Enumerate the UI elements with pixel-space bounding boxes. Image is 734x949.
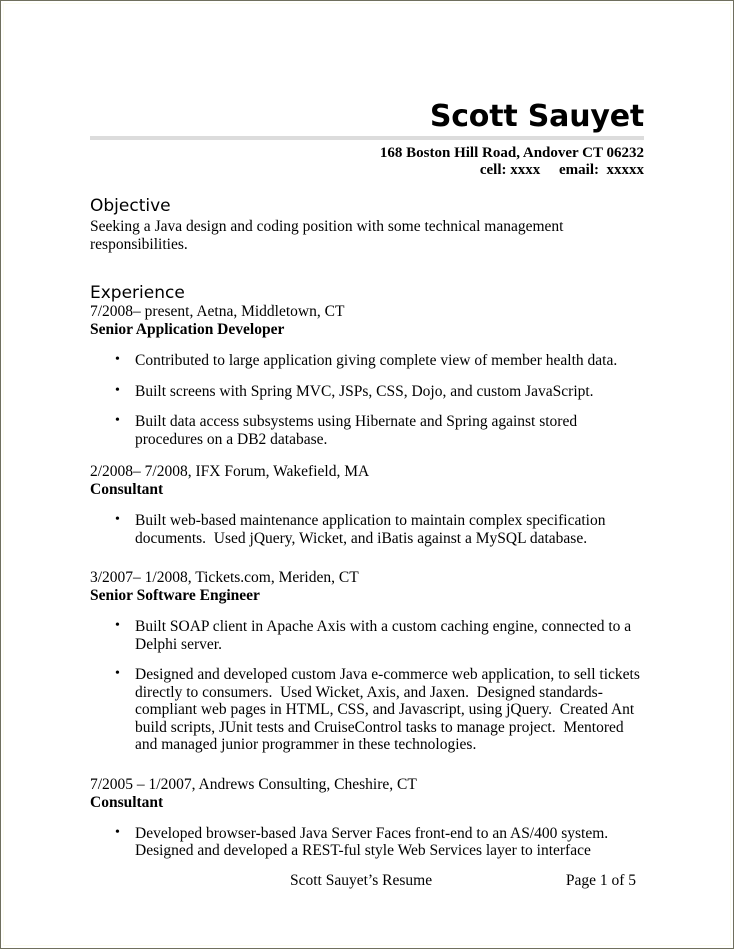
- job-bullets: [90, 618, 644, 754]
- job-bullets: [90, 825, 644, 860]
- footer-page-number: Page 1 of 5: [565, 872, 636, 889]
- objective-text: Seeking a Java design and coding position with some technical management responsibilities.: [90, 218, 564, 253]
- list-item: • Contributed to large application giving complete view of member health data.: [90, 352, 644, 370]
- job-title: Senior Software Engineer: [90, 587, 260, 604]
- job-meta: 7/2008– present, Aetna, Middletown, CT: [90, 303, 345, 320]
- section-heading-experience: Experience: [90, 283, 185, 303]
- footer-document-label: Scott Sauyet’s Resume: [290, 872, 433, 889]
- list-item: • Built web-based maintenance application to maintain complex specification documents. Used jQuery, Wicket, and iBatis against a MySQL database.: [90, 512, 644, 547]
- job-meta: 2/2008– 7/2008, IFX Forum, Wakefield, MA: [90, 463, 370, 480]
- page-footer: [90, 872, 644, 890]
- job-bullets: [90, 352, 644, 448]
- job-title: Consultant: [90, 481, 164, 498]
- spacer: [90, 547, 644, 569]
- job-entry-1: [90, 463, 644, 547]
- header-divider: [90, 136, 644, 140]
- job-title: Consultant: [90, 793, 164, 811]
- contact-line: cell: xxxx email: xxxxx: [479, 162, 644, 178]
- address-line: 168 Boston Hill Road, Andover CT 06232: [379, 145, 644, 161]
- page-inner-border: [3, 3, 731, 946]
- page-title: Scott Sauyet: [429, 99, 644, 134]
- list-item: • Built screens with Spring MVC, JSPs, CSS, Dojo, and custom JavaScript.: [90, 383, 644, 401]
- job-bullets: [90, 512, 644, 547]
- job-entry-2: [90, 569, 644, 754]
- job-meta: 3/2007– 1/2008, Tickets.com, Meriden, CT: [90, 569, 359, 586]
- job-entry-0: [90, 303, 644, 448]
- list-item: • Built SOAP client in Apache Axis with a custom caching engine, connected to a Delphi server.: [90, 618, 644, 653]
- section-heading-objective: Objective: [90, 196, 171, 216]
- document-content: [90, 4, 644, 860]
- job-title: Senior Application Developer: [90, 321, 285, 338]
- spacer: [90, 448, 644, 463]
- list-item: • Developed browser-based Java Server Faces front-end to an AS/400 system. Designed and developed a REST-ful style Web Services layer to interface: [90, 825, 644, 860]
- job-entry-3: [90, 776, 644, 860]
- list-item: • Designed and developed custom Java e-commerce web application, to sell tickets directly to consumers. Used Wicket, Axis, and Jaxen. Designed standards-compliant web pages in HTML, CSS, and Javascript, using jQuery. Created Ant build scripts, JUnit tests and CruiseControl tasks to manage project. Mentored and managed junior programmer in these technologies.: [90, 666, 644, 754]
- spacer: [90, 754, 644, 776]
- list-item: • Built data access subsystems using Hibernate and Spring against stored procedures on a DB2 database.: [90, 413, 644, 448]
- job-meta: 7/2005 – 1/2007, Andrews Consulting, Cheshire, CT: [90, 775, 417, 793]
